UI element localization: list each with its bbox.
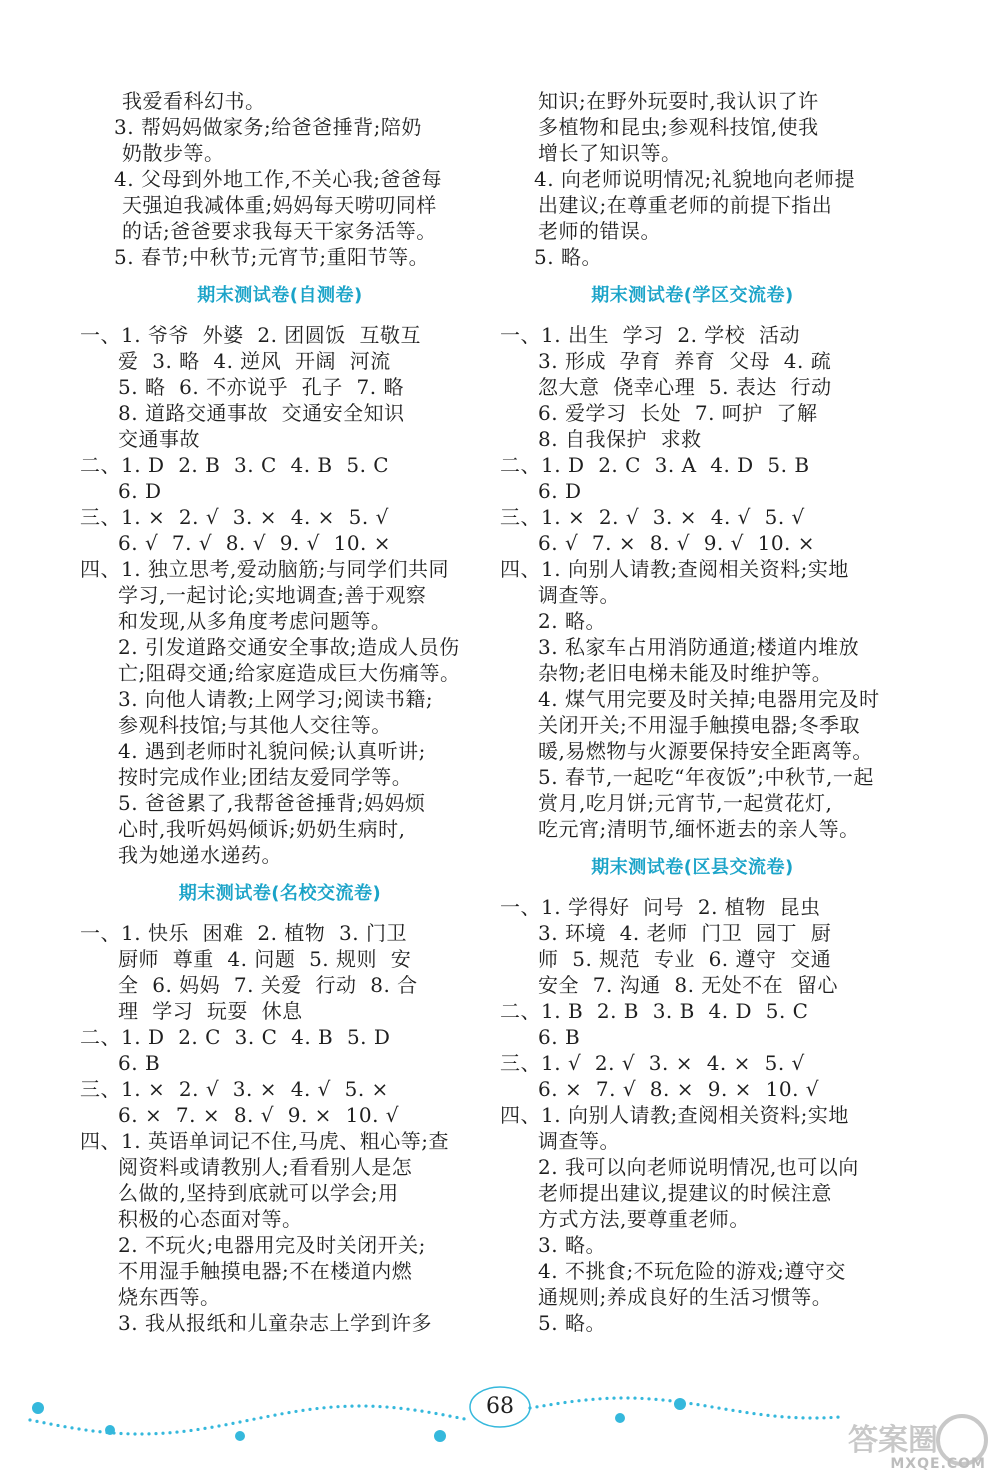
answer-line: 多植物和昆虫;参观科技馆,使我 (538, 115, 819, 139)
answer-line: 5. 春节,一起吃“年夜饭”;中秋节,一起 (538, 765, 874, 789)
answer-line: 心时,我听妈妈倾诉;奶奶生病时, (118, 817, 406, 841)
answer-line: 奶散步等。 (122, 141, 225, 165)
answer-line: 四、1. 向别人请教;查阅相关资料;实地 (500, 1103, 849, 1127)
county-answers (500, 894, 885, 1336)
answer-line: 8. 道路交通事故 交通安全知识 (118, 401, 405, 425)
answer-line: 2. 略。 (538, 609, 606, 633)
answer-line: 的话;爸爸要求我每天干家务活等。 (122, 219, 437, 243)
answer-line: 6. × 7. √ 8. × 9. × 10. √ (538, 1077, 820, 1101)
answer-line: 6. B (118, 1051, 161, 1075)
answer-line: 一、1. 快乐 困难 2. 植物 3. 门卫 (80, 921, 407, 945)
answer-line: 厨师 尊重 4. 问题 5. 规则 安 (118, 947, 412, 971)
answer-line: 5. 略。 (538, 1311, 606, 1335)
answer-line: 2. 不玩火;电器用完及时关闭开关; (118, 1233, 426, 1257)
answer-line: 通规则;养成良好的生活习惯等。 (538, 1285, 833, 1309)
answer-line: 师 5. 规范 专业 6. 遵守 交通 (538, 947, 832, 971)
answer-line: 增长了知识等。 (538, 141, 682, 165)
answer-line: 不用湿手触摸电器;不在楼道内燃 (118, 1259, 413, 1283)
answer-line: 知识;在野外玩耍时,我认识了许 (538, 89, 819, 113)
self-test-answers (80, 322, 480, 868)
answer-line: 三、1. × 2. √ 3. × 4. √ 5. √ (500, 505, 805, 529)
answer-line: 4. 父母到外地工作,不关心我;爸爸每 (114, 167, 443, 191)
watermark-text: MXQE.COM (890, 1456, 986, 1472)
answer-line: 6. × 7. × 8. √ 9. × 10. √ (118, 1103, 400, 1127)
answer-line: 吃元宵;清明节,缅怀逝去的亲人等。 (538, 817, 860, 841)
answer-line: 安全 7. 沟通 8. 无处不在 留心 (538, 973, 839, 997)
answer-line: 烧东西等。 (118, 1285, 221, 1309)
answer-line: 3. 向他人请教;上网学习;阅读书籍; (118, 687, 434, 711)
answer-line: 5. 略。 (534, 245, 602, 269)
answer-line: 三、1. × 2. √ 3. × 4. √ 5. × (80, 1077, 389, 1101)
answer-line: 三、1. √ 2. √ 3. × 4. × 5. √ (500, 1051, 805, 1075)
answer-line: 参观科技馆;与其他人交往等。 (118, 713, 392, 737)
school-district-answers (500, 322, 885, 842)
answer-line: 6. √ 7. √ 8. √ 9. √ 10. × (118, 531, 392, 555)
svg-text:答案圈: 答案圈 (848, 1423, 938, 1458)
answer-line: 一、1. 出生 学习 2. 学校 活动 (500, 323, 801, 347)
famous-school-answers (80, 920, 480, 1336)
right-column (500, 88, 885, 1336)
answer-line: 四、1. 独立思考,爱动脑筋;与同学们共同 (80, 557, 450, 581)
answer-line: 爱 3. 略 4. 逆风 开阔 河流 (118, 349, 391, 373)
answer-line: 3. 私家车占用消防通道;楼道内堆放 (538, 635, 860, 659)
answer-line: 我为她递水递药。 (118, 843, 282, 867)
answer-line: 二、1. D 2. C 3. A 4. D 5. B (500, 453, 810, 477)
answer-line: 5. 略 6. 不亦说乎 孔子 7. 略 (118, 375, 404, 399)
answer-line: 二、1. D 2. B 3. C 4. B 5. C (80, 453, 390, 477)
answer-line: 方式方法,要尊重老师。 (538, 1207, 750, 1231)
answer-line: 4. 向老师说明情况;礼貌地向老师提 (534, 167, 856, 191)
answer-line: 理 学习 玩耍 休息 (118, 999, 303, 1023)
answer-line: 一、1. 学得好 问号 2. 植物 昆虫 (500, 895, 821, 919)
left-top-answers (80, 88, 480, 270)
answer-line: 学习,一起讨论;实地调查;善于观察 (118, 583, 427, 607)
answer-line: 5. 春节;中秋节;元宵节;重阳节等。 (114, 245, 430, 269)
answer-line: 么做的,坚持到底就可以学会;用 (118, 1181, 399, 1205)
answer-line: 按时完成作业;团结友爱同学等。 (118, 765, 413, 789)
answer-line: 6. B (538, 1025, 581, 1049)
answer-line: 积极的心态面对等。 (118, 1207, 303, 1231)
answer-line: 3. 帮妈妈做家务;给爸爸捶背;陪奶 (114, 115, 422, 139)
left-column (80, 88, 480, 1336)
answer-line: 出建议;在尊重老师的前提下指出 (538, 193, 833, 217)
answer-line: 3. 环境 4. 老师 门卫 园丁 厨 (538, 921, 832, 945)
right-top-answers (500, 88, 885, 270)
answer-line: 和发现,从多角度考虑问题等。 (118, 609, 392, 633)
answer-line: 赏月,吃月饼;元宵节,一起赏花灯, (538, 791, 833, 815)
answer-line: 调查等。 (538, 583, 620, 607)
answer-line: 交通事故 (118, 427, 200, 451)
answer-line: 4. 煤气用完要及时关掉;电器用完及时 (538, 687, 880, 711)
answer-line: 我爱看科幻书。 (122, 89, 266, 113)
answer-line: 四、1. 向别人请教;查阅相关资料;实地 (500, 557, 849, 581)
answer-line: 杂物;老旧电梯未能及时维护等。 (538, 661, 833, 685)
answer-line: 暖,易燃物与火源要保持安全距离等。 (538, 739, 873, 763)
answer-line: 亡;阻碍交通;给家庭造成巨大伤痛等。 (118, 661, 461, 685)
answer-line: 三、1. × 2. √ 3. × 4. × 5. √ (80, 505, 389, 529)
answer-line: 二、1. B 2. B 3. B 4. D 5. C (500, 999, 809, 1023)
answer-line: 5. 爸爸累了,我帮爸爸捶背;妈妈烦 (118, 791, 426, 815)
answer-line: 阅资料或请教别人;看看别人是怎 (118, 1155, 413, 1179)
answer-line: 天强迫我减体重;妈妈每天唠叨同样 (122, 193, 437, 217)
answer-line: 8. 自我保护 求救 (538, 427, 702, 451)
answer-line: 调查等。 (538, 1129, 620, 1153)
section-heading-famous-school: 期末测试卷(名校交流卷) (178, 883, 382, 904)
answer-line: 6. D (538, 479, 582, 503)
section-heading-self-test: 期末测试卷(自测卷) (197, 285, 363, 306)
page-number: 68 (486, 1394, 514, 1419)
answer-line: 6. 爱学习 长处 7. 呵护 了解 (538, 401, 818, 425)
answer-line: 3. 略。 (538, 1233, 606, 1257)
answer-line: 6. D (118, 479, 162, 503)
answer-line: 老师提出建议,提建议的时候注意 (538, 1181, 832, 1205)
answer-line: 2. 我可以向老师说明情况,也可以向 (538, 1155, 859, 1179)
answer-line: 四、1. 英语单词记不住,马虎、粗心等;查 (80, 1129, 450, 1153)
answer-line: 3. 我从报纸和儿童杂志上学到许多 (118, 1311, 432, 1335)
answer-line: 4. 不挑食;不玩危险的游戏;遵守交 (538, 1259, 846, 1283)
answer-line: 2. 引发道路交通安全事故;造成人员伤 (118, 635, 460, 659)
section-heading-school-district: 期末测试卷(学区交流卷) (591, 285, 794, 306)
answer-line: 忽大意 侥幸心理 5. 表达 行动 (538, 375, 832, 399)
answer-line: 全 6. 妈妈 7. 关爱 行动 8. 合 (118, 973, 418, 997)
answer-line: 二、1. D 2. C 3. C 4. B 5. D (80, 1025, 391, 1049)
section-heading-county: 期末测试卷(区县交流卷) (591, 857, 794, 878)
answer-line: 一、1. 爷爷 外婆 2. 团圆饭 互敬互 (80, 323, 422, 347)
answer-line: 3. 形成 孕育 养育 父母 4. 疏 (538, 349, 832, 373)
answer-line: 关闭开关;不用湿手触摸电器;冬季取 (538, 713, 860, 737)
answer-line: 4. 遇到老师时礼貌问候;认真听讲; (118, 739, 426, 763)
answer-line: 老师的错误。 (538, 219, 661, 243)
answer-line: 6. √ 7. × 8. √ 9. √ 10. × (538, 531, 816, 555)
